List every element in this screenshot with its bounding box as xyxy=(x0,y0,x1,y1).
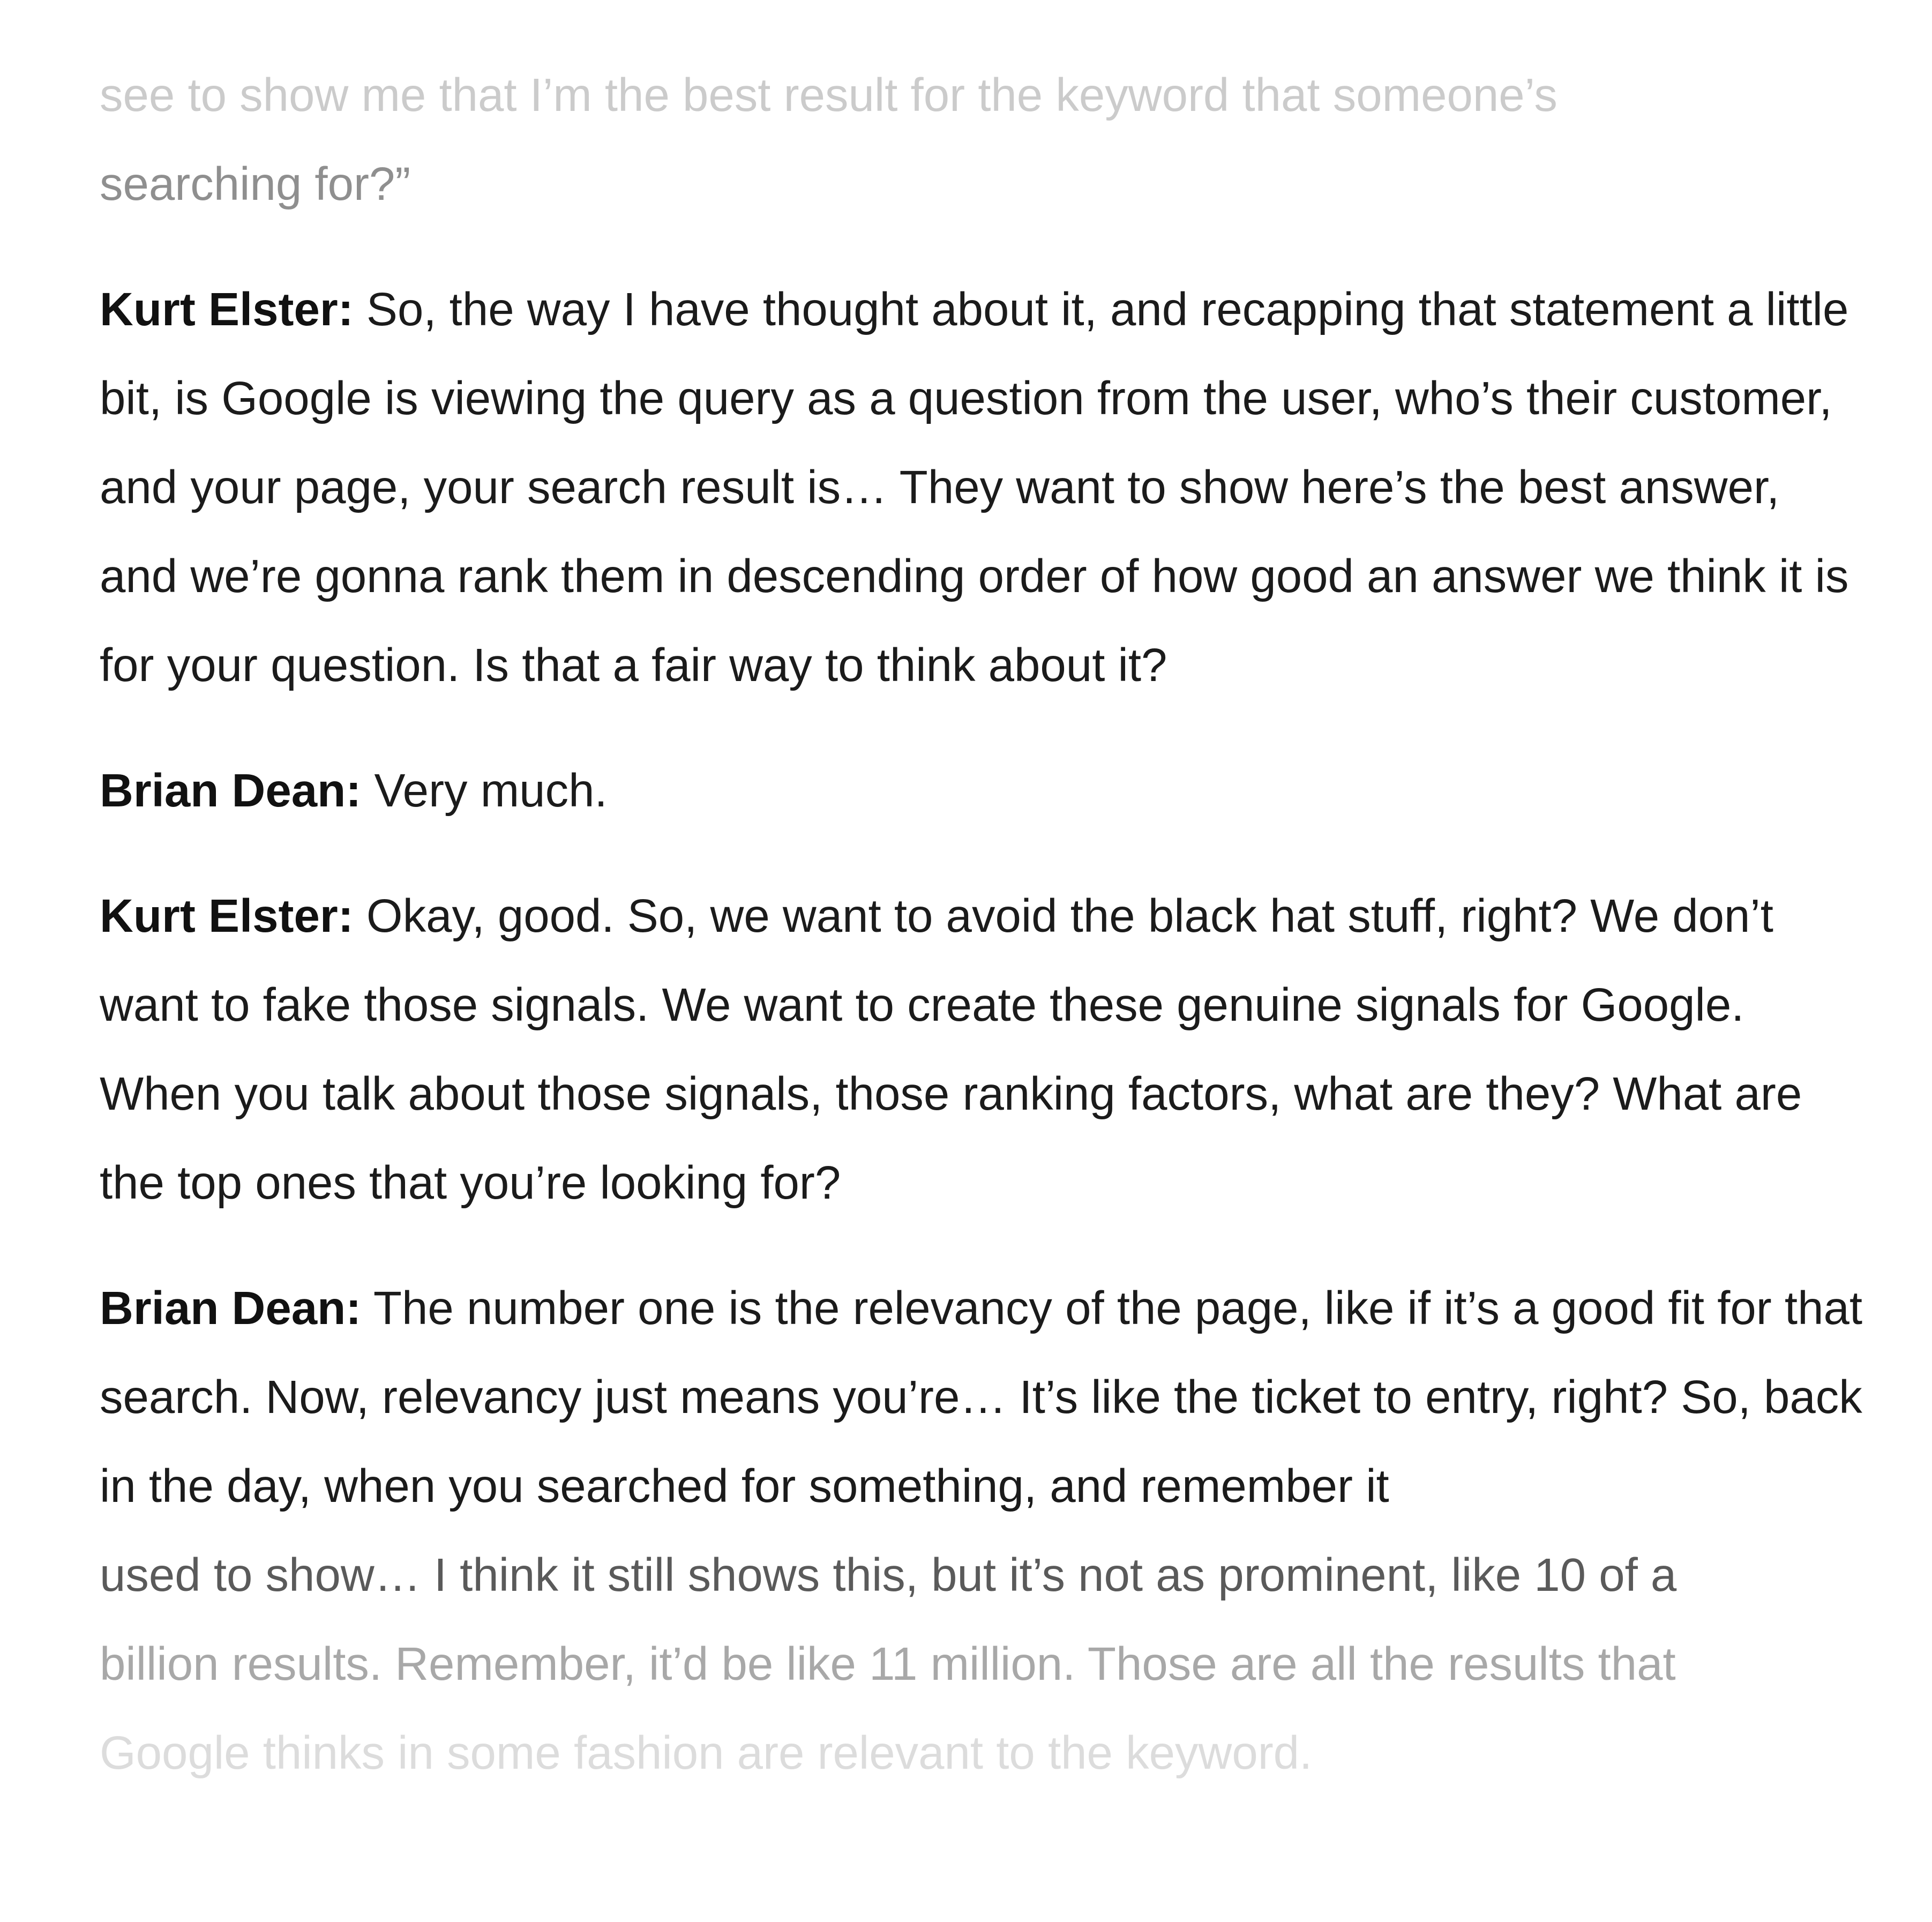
transcript-entry xyxy=(100,265,1868,710)
speaker-name: Brian Dean: xyxy=(100,765,362,817)
entry-text-fade-1: used to show… I think it still shows this, but it’s not as prominent, like 10 of a xyxy=(100,1549,1677,1601)
lead-line-2: searching for?” xyxy=(100,158,411,210)
entry-text: The number one is the relevancy of the page, like if it’s a good fit for that search. Now, relevancy just means you’re… It’s like the ticket to entry, right? So, back in the day, when you searched for something, and remember it xyxy=(100,1282,1863,1512)
transcript-entry xyxy=(100,1264,1868,1798)
entry-text-fade-3: Google thinks in some fashion are relevant to the keyword. xyxy=(100,1727,1313,1779)
transcript-lead xyxy=(100,51,1868,229)
transcript-entry xyxy=(100,746,1868,835)
speaker-name: Kurt Elster: xyxy=(100,890,354,942)
entry-text: So, the way I have thought about it, and recapping that statement a little bit, is Google is viewing the query as a question from the user, who’s their customer, and your page, your search result is… They want to show here’s the best answer, and we’re gonna rank them in descending order of how good an answer we think it is for your question. Is that a fair way to think about it? xyxy=(100,283,1849,691)
transcript xyxy=(100,51,1868,1834)
transcript-entry xyxy=(100,872,1868,1228)
entry-text-fade-2: billion results. Remember, it’d be like 11 million. Those are all the results that xyxy=(100,1638,1676,1690)
entry-text: Very much. xyxy=(374,765,608,817)
speaker-name: Brian Dean: xyxy=(100,1282,362,1334)
entry-text: Okay, good. So, we want to avoid the black hat stuff, right? We don’t want to fake those signals. We want to create these genuine signals for Google. When you talk about those signals, those ranking factors, what are they? What are the top ones that you’re looking for? xyxy=(100,890,1802,1209)
speaker-name: Kurt Elster: xyxy=(100,283,354,335)
lead-line-1: see to show me that I’m the best result for the keyword that someone’s xyxy=(100,69,1557,121)
